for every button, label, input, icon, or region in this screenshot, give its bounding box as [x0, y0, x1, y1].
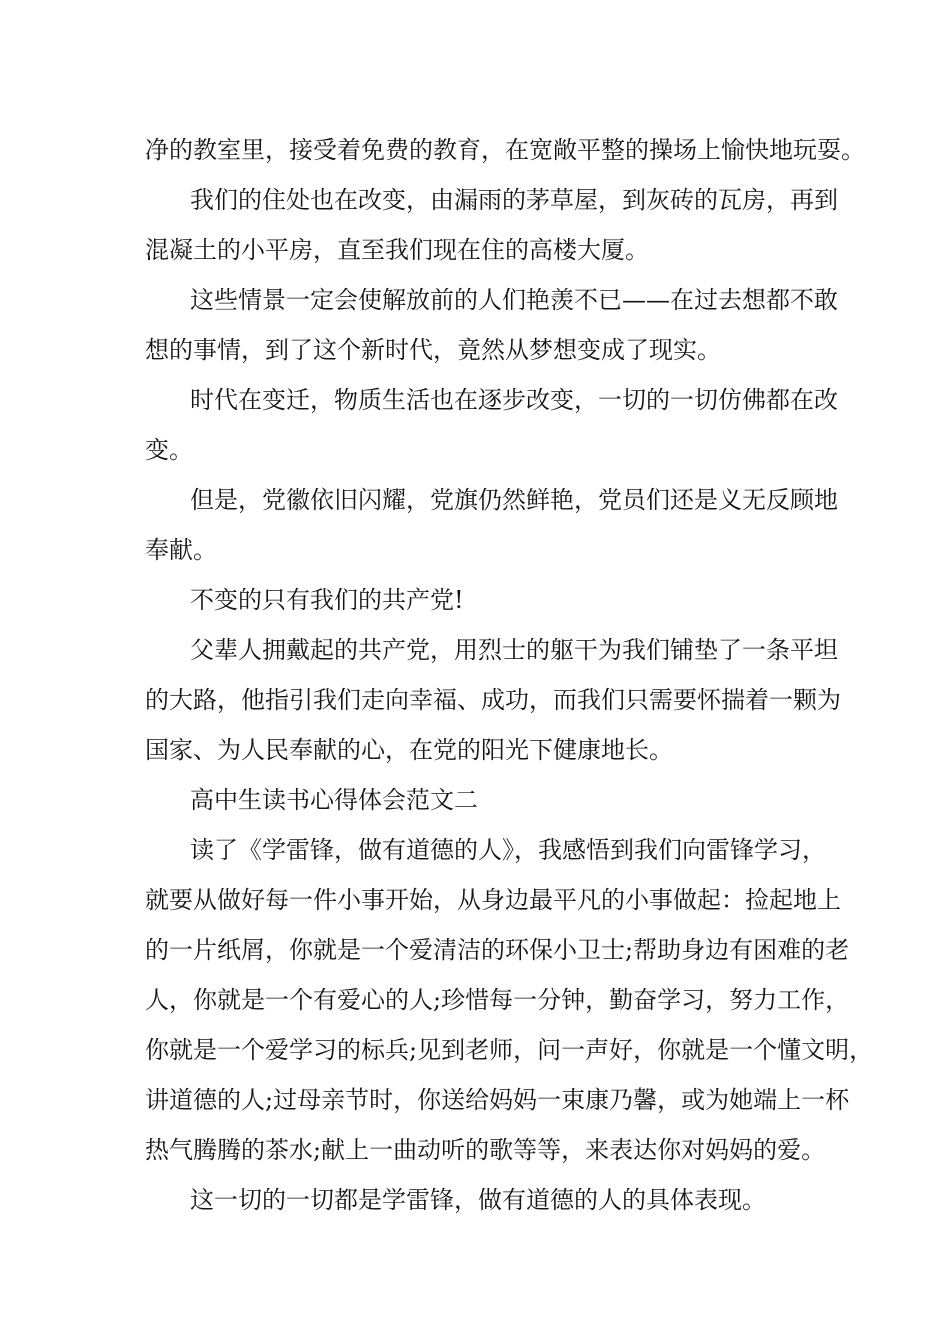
text-line	[0, 928, 950, 972]
text-line-content: 想的事情，到了这个新时代，竟然从梦想变成了现实。	[145, 336, 721, 364]
text-line	[0, 228, 950, 272]
text-line-content: 就要从做好每一件小事开始，从身边最平凡的小事做起：捡起地上	[145, 886, 841, 914]
text-line	[0, 428, 950, 472]
text-line	[0, 578, 950, 622]
text-line	[0, 278, 950, 322]
text-line	[0, 728, 950, 772]
text-line	[0, 528, 950, 572]
text-line-content: 时代在变迁，物质生活也在逐步改变，一切的一切仿佛都在改	[190, 386, 838, 414]
text-line	[0, 628, 950, 672]
text-line	[0, 1028, 950, 1072]
text-line-content: 混凝土的小平房，直至我们现在住的高楼大厦。	[145, 236, 649, 264]
text-line-content: 讲道德的人;过母亲节时，你送给妈妈一束康乃馨，或为她端上一杯	[145, 1086, 850, 1114]
text-line	[0, 878, 950, 922]
text-line-content: 净的教室里，接受着免费的教育，在宽敞平整的操场上愉快地玩耍。	[145, 136, 865, 164]
section-heading	[0, 778, 950, 822]
text-line	[0, 478, 950, 522]
text-line	[0, 178, 950, 222]
text-line	[0, 378, 950, 422]
text-line-content: 父辈人拥戴起的共产党，用烈士的躯干为我们铺垫了一条平坦	[190, 636, 838, 664]
text-line-content: 读了《学雷锋，做有道德的人》，我感悟到我们向雷锋学习，	[190, 836, 826, 864]
text-line-content: 的大路，他指引我们走向幸福、成功，而我们只需要怀揣着一颗为	[145, 686, 841, 714]
text-line-content: 奉献。	[145, 536, 217, 564]
text-line-content: 国家、为人民奉献的心，在党的阳光下健康地长。	[145, 736, 673, 764]
text-line-content: 不变的只有我们的共产党!	[190, 586, 464, 614]
text-line-content: 这些情景一定会使解放前的人们艳羡不已——在过去想都不敢	[190, 286, 838, 314]
text-line	[0, 678, 950, 722]
text-line-content: 这一切的一切都是学雷锋，做有道德的人的具体表现。	[190, 1186, 766, 1214]
text-line	[0, 1178, 950, 1222]
text-line	[0, 1078, 950, 1122]
section-heading-text: 高中生读书心得体会范文二	[190, 786, 478, 814]
text-line-content: 我们的住处也在改变，由漏雨的茅草屋，到灰砖的瓦房，再到	[190, 186, 838, 214]
text-line-content: 但是，党徽依旧闪耀，党旗仍然鲜艳，党员们还是义无反顾地	[190, 486, 838, 514]
text-line	[0, 328, 950, 372]
text-line	[0, 128, 950, 172]
text-line-content: 你就是一个爱学习的标兵;见到老师，问一声好，你就是一个懂文明，	[145, 1036, 874, 1064]
text-line	[0, 828, 950, 872]
text-line-content: 热气腾腾的茶水;献上一曲动听的歌等等，来表达你对妈妈的爱。	[145, 1136, 826, 1164]
text-line	[0, 1128, 950, 1172]
text-line-content: 变。	[145, 436, 193, 464]
text-line-content: 人，你就是一个有爱心的人;珍惜每一分钟，勤奋学习，努力工作，	[145, 986, 850, 1014]
text-line	[0, 978, 950, 1022]
text-line-content: 的一片纸屑，你就是一个爱清洁的环保小卫士;帮助身边有困难的老	[145, 936, 850, 964]
